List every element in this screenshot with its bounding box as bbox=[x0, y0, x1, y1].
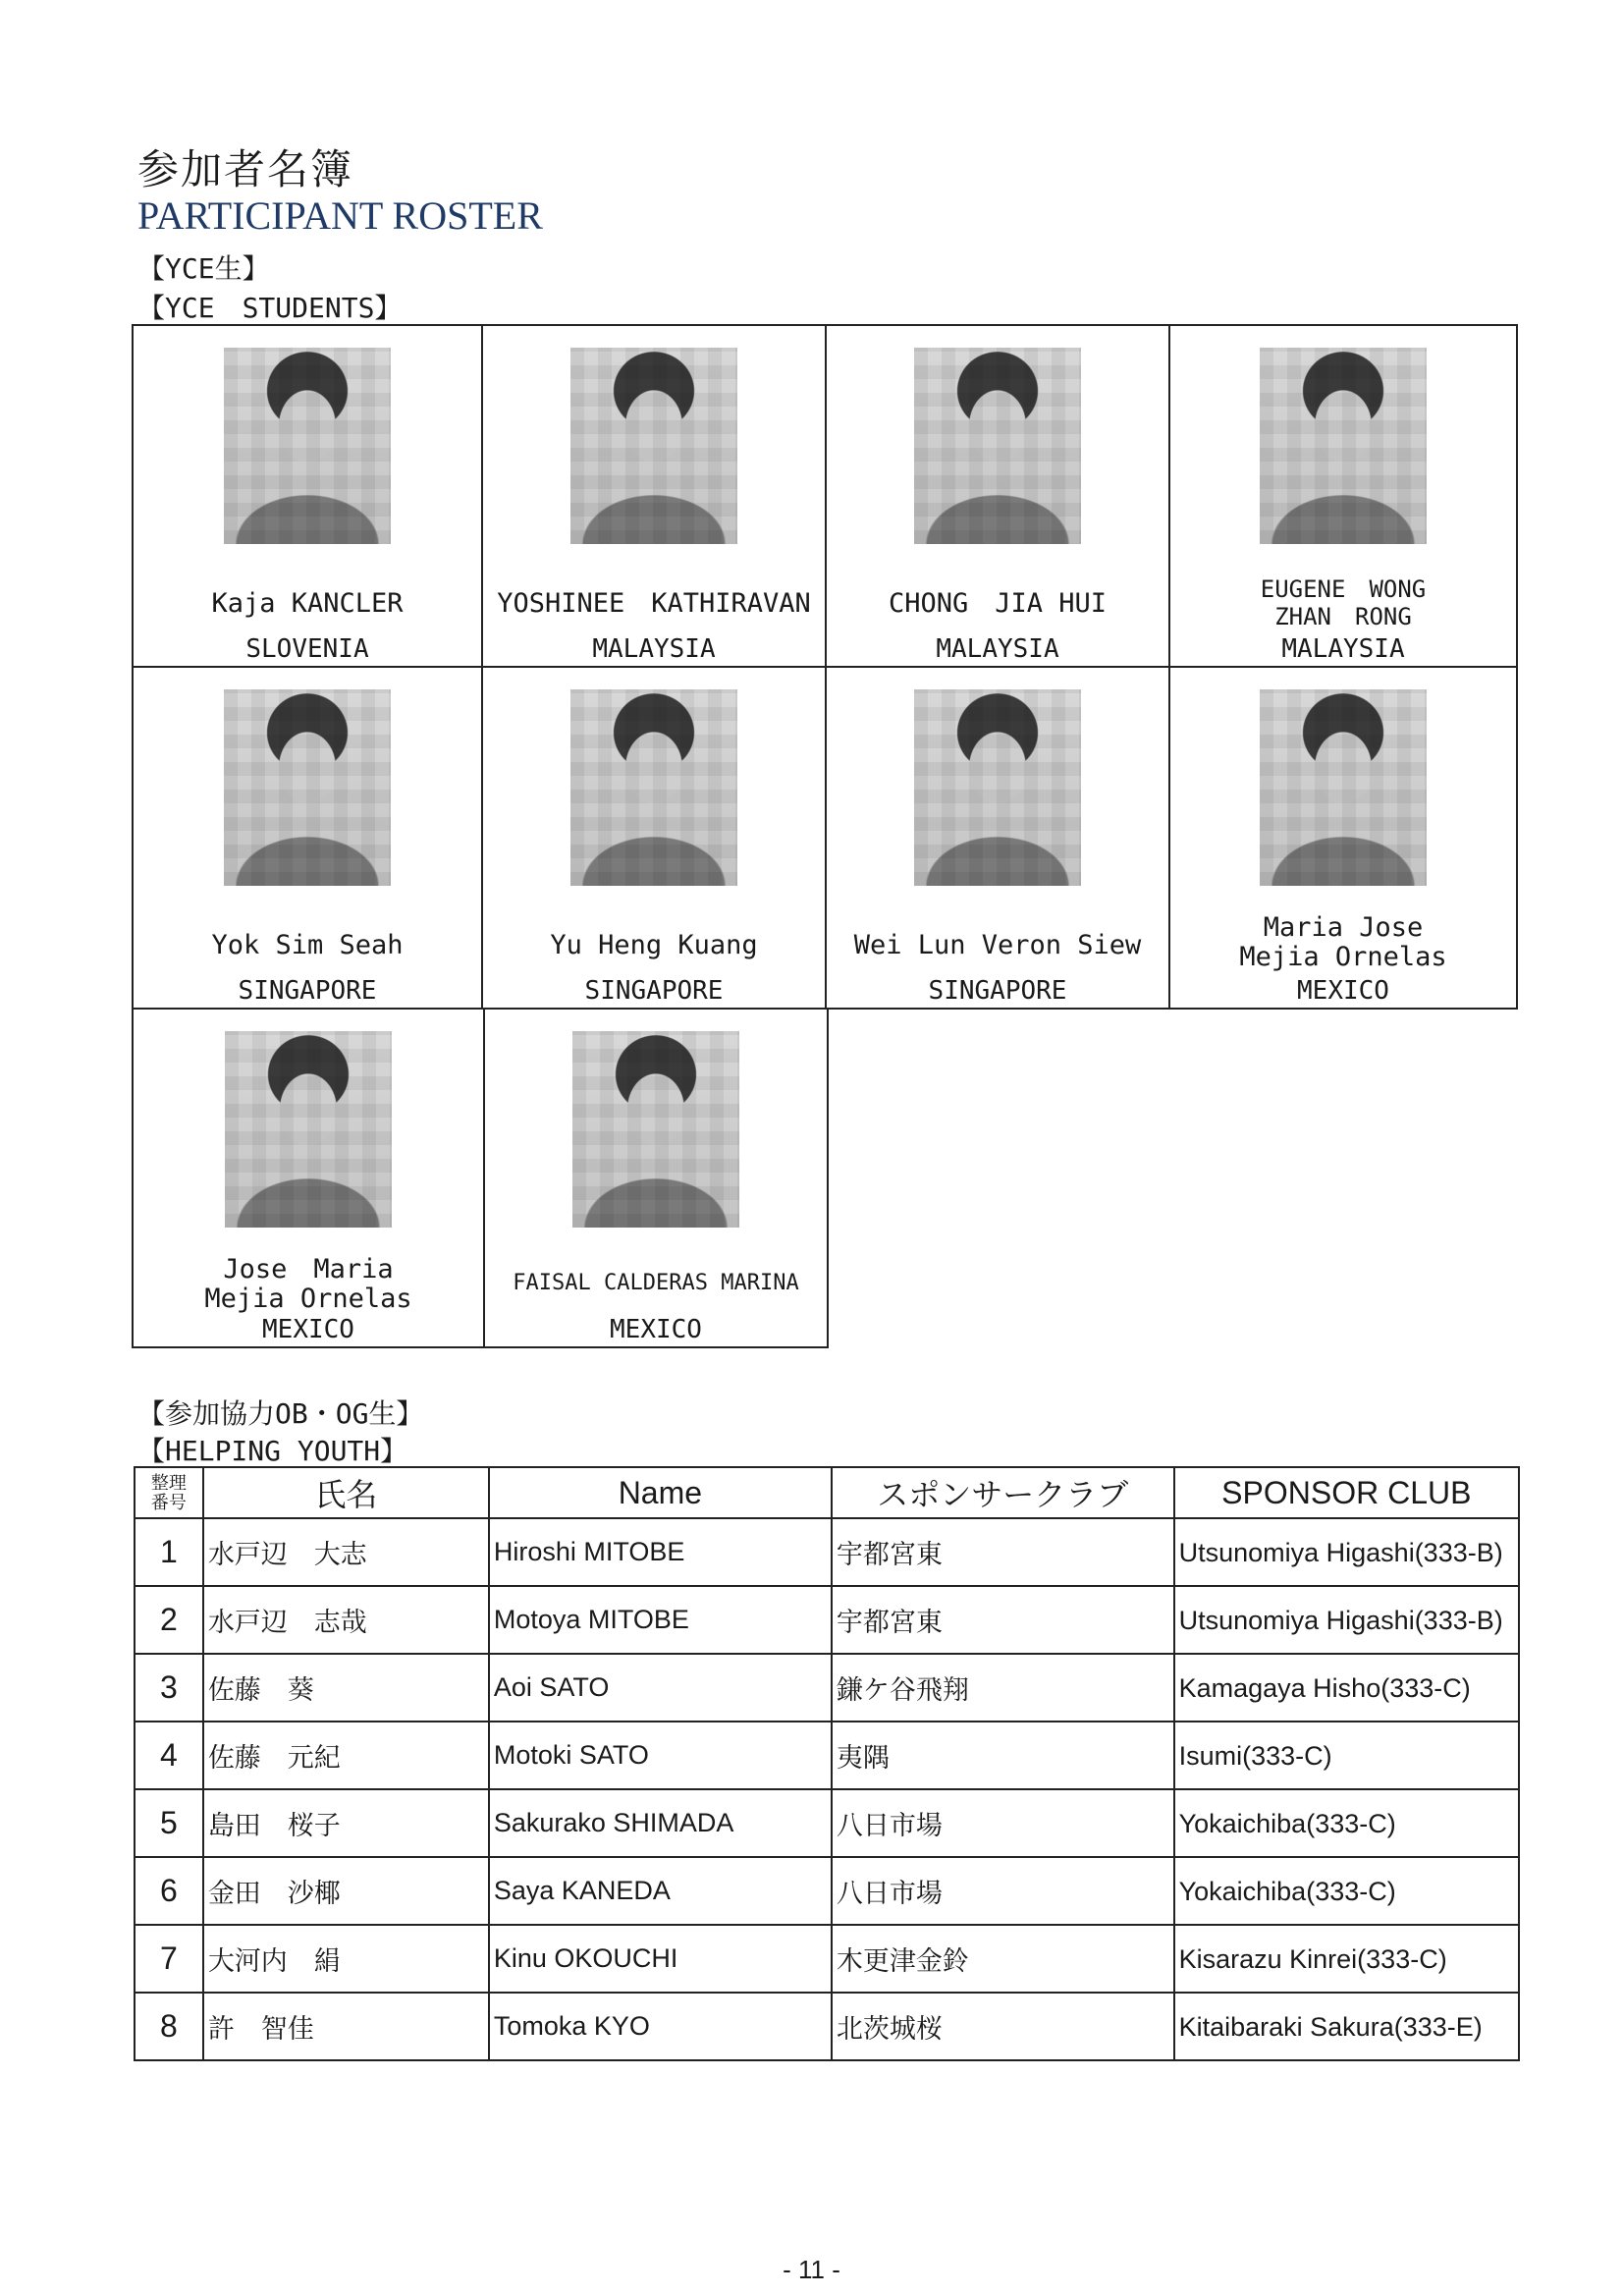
student-name: FAISAL CALDERAS MARINA bbox=[513, 1271, 799, 1295]
student-country: MEXICO bbox=[1297, 976, 1389, 1006]
row-jp-club: 宇都宮東 bbox=[832, 1518, 1174, 1586]
page-title-en: PARTICIPANT ROSTER bbox=[137, 193, 543, 238]
helping-youth-table bbox=[134, 1466, 1520, 2061]
student-country: MEXICO bbox=[610, 1315, 702, 1344]
row-jp-club: 宇都宮東 bbox=[832, 1586, 1174, 1654]
student-card bbox=[483, 1008, 829, 1348]
row-club: Kisarazu Kinrei(333-C) bbox=[1174, 1925, 1519, 1993]
row-club: Isumi(333-C) bbox=[1174, 1722, 1519, 1789]
student-card bbox=[481, 324, 827, 668]
student-photo bbox=[570, 348, 737, 544]
row-club: Kamagaya Hisho(333-C) bbox=[1174, 1654, 1519, 1722]
student-photo bbox=[1260, 689, 1427, 886]
row-number: 5 bbox=[135, 1789, 203, 1857]
student-country: MALAYSIA bbox=[592, 634, 716, 664]
student-photo bbox=[224, 689, 391, 886]
helping-heading-en: 【HELPING YOUTH】 bbox=[137, 1435, 408, 1467]
row-jp-name: 大河内 絹 bbox=[203, 1925, 489, 1993]
student-photo bbox=[225, 1031, 392, 1228]
row-name: Motoya MITOBE bbox=[489, 1586, 832, 1654]
student-card bbox=[1168, 666, 1518, 1010]
row-jp-name: 水戸辺 志哉 bbox=[203, 1586, 489, 1654]
row-number: 4 bbox=[135, 1722, 203, 1789]
row-number: 2 bbox=[135, 1586, 203, 1654]
student-country: MALAYSIA bbox=[1281, 634, 1405, 664]
student-name: CHONG JIA HUI bbox=[888, 588, 1108, 619]
row-number: 8 bbox=[135, 1993, 203, 2060]
student-card bbox=[825, 666, 1170, 1010]
row-jp-name: 島田 桜子 bbox=[203, 1789, 489, 1857]
row-jp-club: 夷隅 bbox=[832, 1722, 1174, 1789]
table-header-row bbox=[135, 1467, 1519, 1518]
student-card bbox=[1168, 324, 1518, 668]
student-country: MEXICO bbox=[262, 1315, 354, 1344]
student-name: Wei Lun Veron Siew bbox=[853, 930, 1142, 960]
table-row bbox=[135, 1789, 1519, 1857]
row-club: Yokaichiba(333-C) bbox=[1174, 1857, 1519, 1925]
student-photo bbox=[572, 1031, 739, 1228]
helping-heading-jp: 【参加協力OB・OG生】 bbox=[137, 1397, 424, 1430]
row-name: Motoki SATO bbox=[489, 1722, 832, 1789]
student-name: Kaja KANCLER bbox=[211, 588, 404, 619]
col-header-jp-name: 氏名 bbox=[203, 1467, 489, 1518]
row-jp-club: 八日市場 bbox=[832, 1789, 1174, 1857]
student-name: Yok Sim Seah bbox=[211, 930, 404, 960]
col-header-no: 整理 番号 bbox=[135, 1467, 203, 1518]
row-number: 6 bbox=[135, 1857, 203, 1925]
row-name: Saya KANEDA bbox=[489, 1857, 832, 1925]
student-card bbox=[481, 666, 827, 1010]
student-country: SLOVENIA bbox=[245, 634, 369, 664]
table-row bbox=[135, 1993, 1519, 2060]
row-number: 1 bbox=[135, 1518, 203, 1586]
table-row bbox=[135, 1518, 1519, 1586]
table-row bbox=[135, 1925, 1519, 1993]
student-country: MALAYSIA bbox=[936, 634, 1059, 664]
row-name: Sakurako SHIMADA bbox=[489, 1789, 832, 1857]
col-header-name: Name bbox=[489, 1467, 832, 1518]
row-name: Tomoka KYO bbox=[489, 1993, 832, 2060]
row-jp-name: 水戸辺 大志 bbox=[203, 1518, 489, 1586]
student-country: SINGAPORE bbox=[584, 976, 724, 1006]
row-club: Utsunomiya Higashi(333-B) bbox=[1174, 1518, 1519, 1586]
student-country: SINGAPORE bbox=[928, 976, 1067, 1006]
student-photo bbox=[914, 689, 1081, 886]
student-photo bbox=[224, 348, 391, 544]
student-name: YOSHINEE KATHIRAVAN bbox=[497, 588, 811, 619]
table-row bbox=[135, 1586, 1519, 1654]
row-jp-club: 鎌ケ谷飛翔 bbox=[832, 1654, 1174, 1722]
student-name: Maria Jose Mejia Ornelas bbox=[1239, 912, 1447, 972]
row-club: Kitaibaraki Sakura(333-E) bbox=[1174, 1993, 1519, 2060]
student-photo bbox=[914, 348, 1081, 544]
row-number: 3 bbox=[135, 1654, 203, 1722]
row-jp-club: 北茨城桜 bbox=[832, 1993, 1174, 2060]
student-card bbox=[132, 1008, 485, 1348]
yce-heading-jp: 【YCE生】 bbox=[137, 252, 270, 285]
yce-heading-en: 【YCE STUDENTS】 bbox=[137, 292, 403, 324]
col-header-jp-club: スポンサークラブ bbox=[832, 1467, 1174, 1518]
student-country: SINGAPORE bbox=[238, 976, 377, 1006]
row-name: Aoi SATO bbox=[489, 1654, 832, 1722]
student-photo bbox=[570, 689, 737, 886]
table-row bbox=[135, 1722, 1519, 1789]
row-jp-name: 佐藤 葵 bbox=[203, 1654, 489, 1722]
student-name: EUGENE WONG ZHAN RONG bbox=[1260, 575, 1427, 630]
row-number: 7 bbox=[135, 1925, 203, 1993]
student-card bbox=[825, 324, 1170, 668]
page-number: - 11 - bbox=[783, 2255, 840, 2284]
row-name: Hiroshi MITOBE bbox=[489, 1518, 832, 1586]
page-title-jp: 参加者名簿 bbox=[137, 145, 354, 193]
row-jp-name: 許 智佳 bbox=[203, 1993, 489, 2060]
student-name: Yu Heng Kuang bbox=[550, 930, 758, 960]
row-jp-name: 佐藤 元紀 bbox=[203, 1722, 489, 1789]
row-name: Kinu OKOUCHI bbox=[489, 1925, 832, 1993]
row-jp-name: 金田 沙椰 bbox=[203, 1857, 489, 1925]
student-card bbox=[132, 666, 483, 1010]
row-jp-club: 木更津金鈴 bbox=[832, 1925, 1174, 1993]
student-card bbox=[132, 324, 483, 668]
table-row bbox=[135, 1654, 1519, 1722]
student-grid bbox=[132, 324, 1518, 1348]
student-photo bbox=[1260, 348, 1427, 544]
col-header-club: SPONSOR CLUB bbox=[1174, 1467, 1519, 1518]
row-jp-club: 八日市場 bbox=[832, 1857, 1174, 1925]
student-name: Jose Maria Mejia Ornelas bbox=[204, 1254, 412, 1314]
row-club: Utsunomiya Higashi(333-B) bbox=[1174, 1586, 1519, 1654]
table-row bbox=[135, 1857, 1519, 1925]
row-club: Yokaichiba(333-C) bbox=[1174, 1789, 1519, 1857]
